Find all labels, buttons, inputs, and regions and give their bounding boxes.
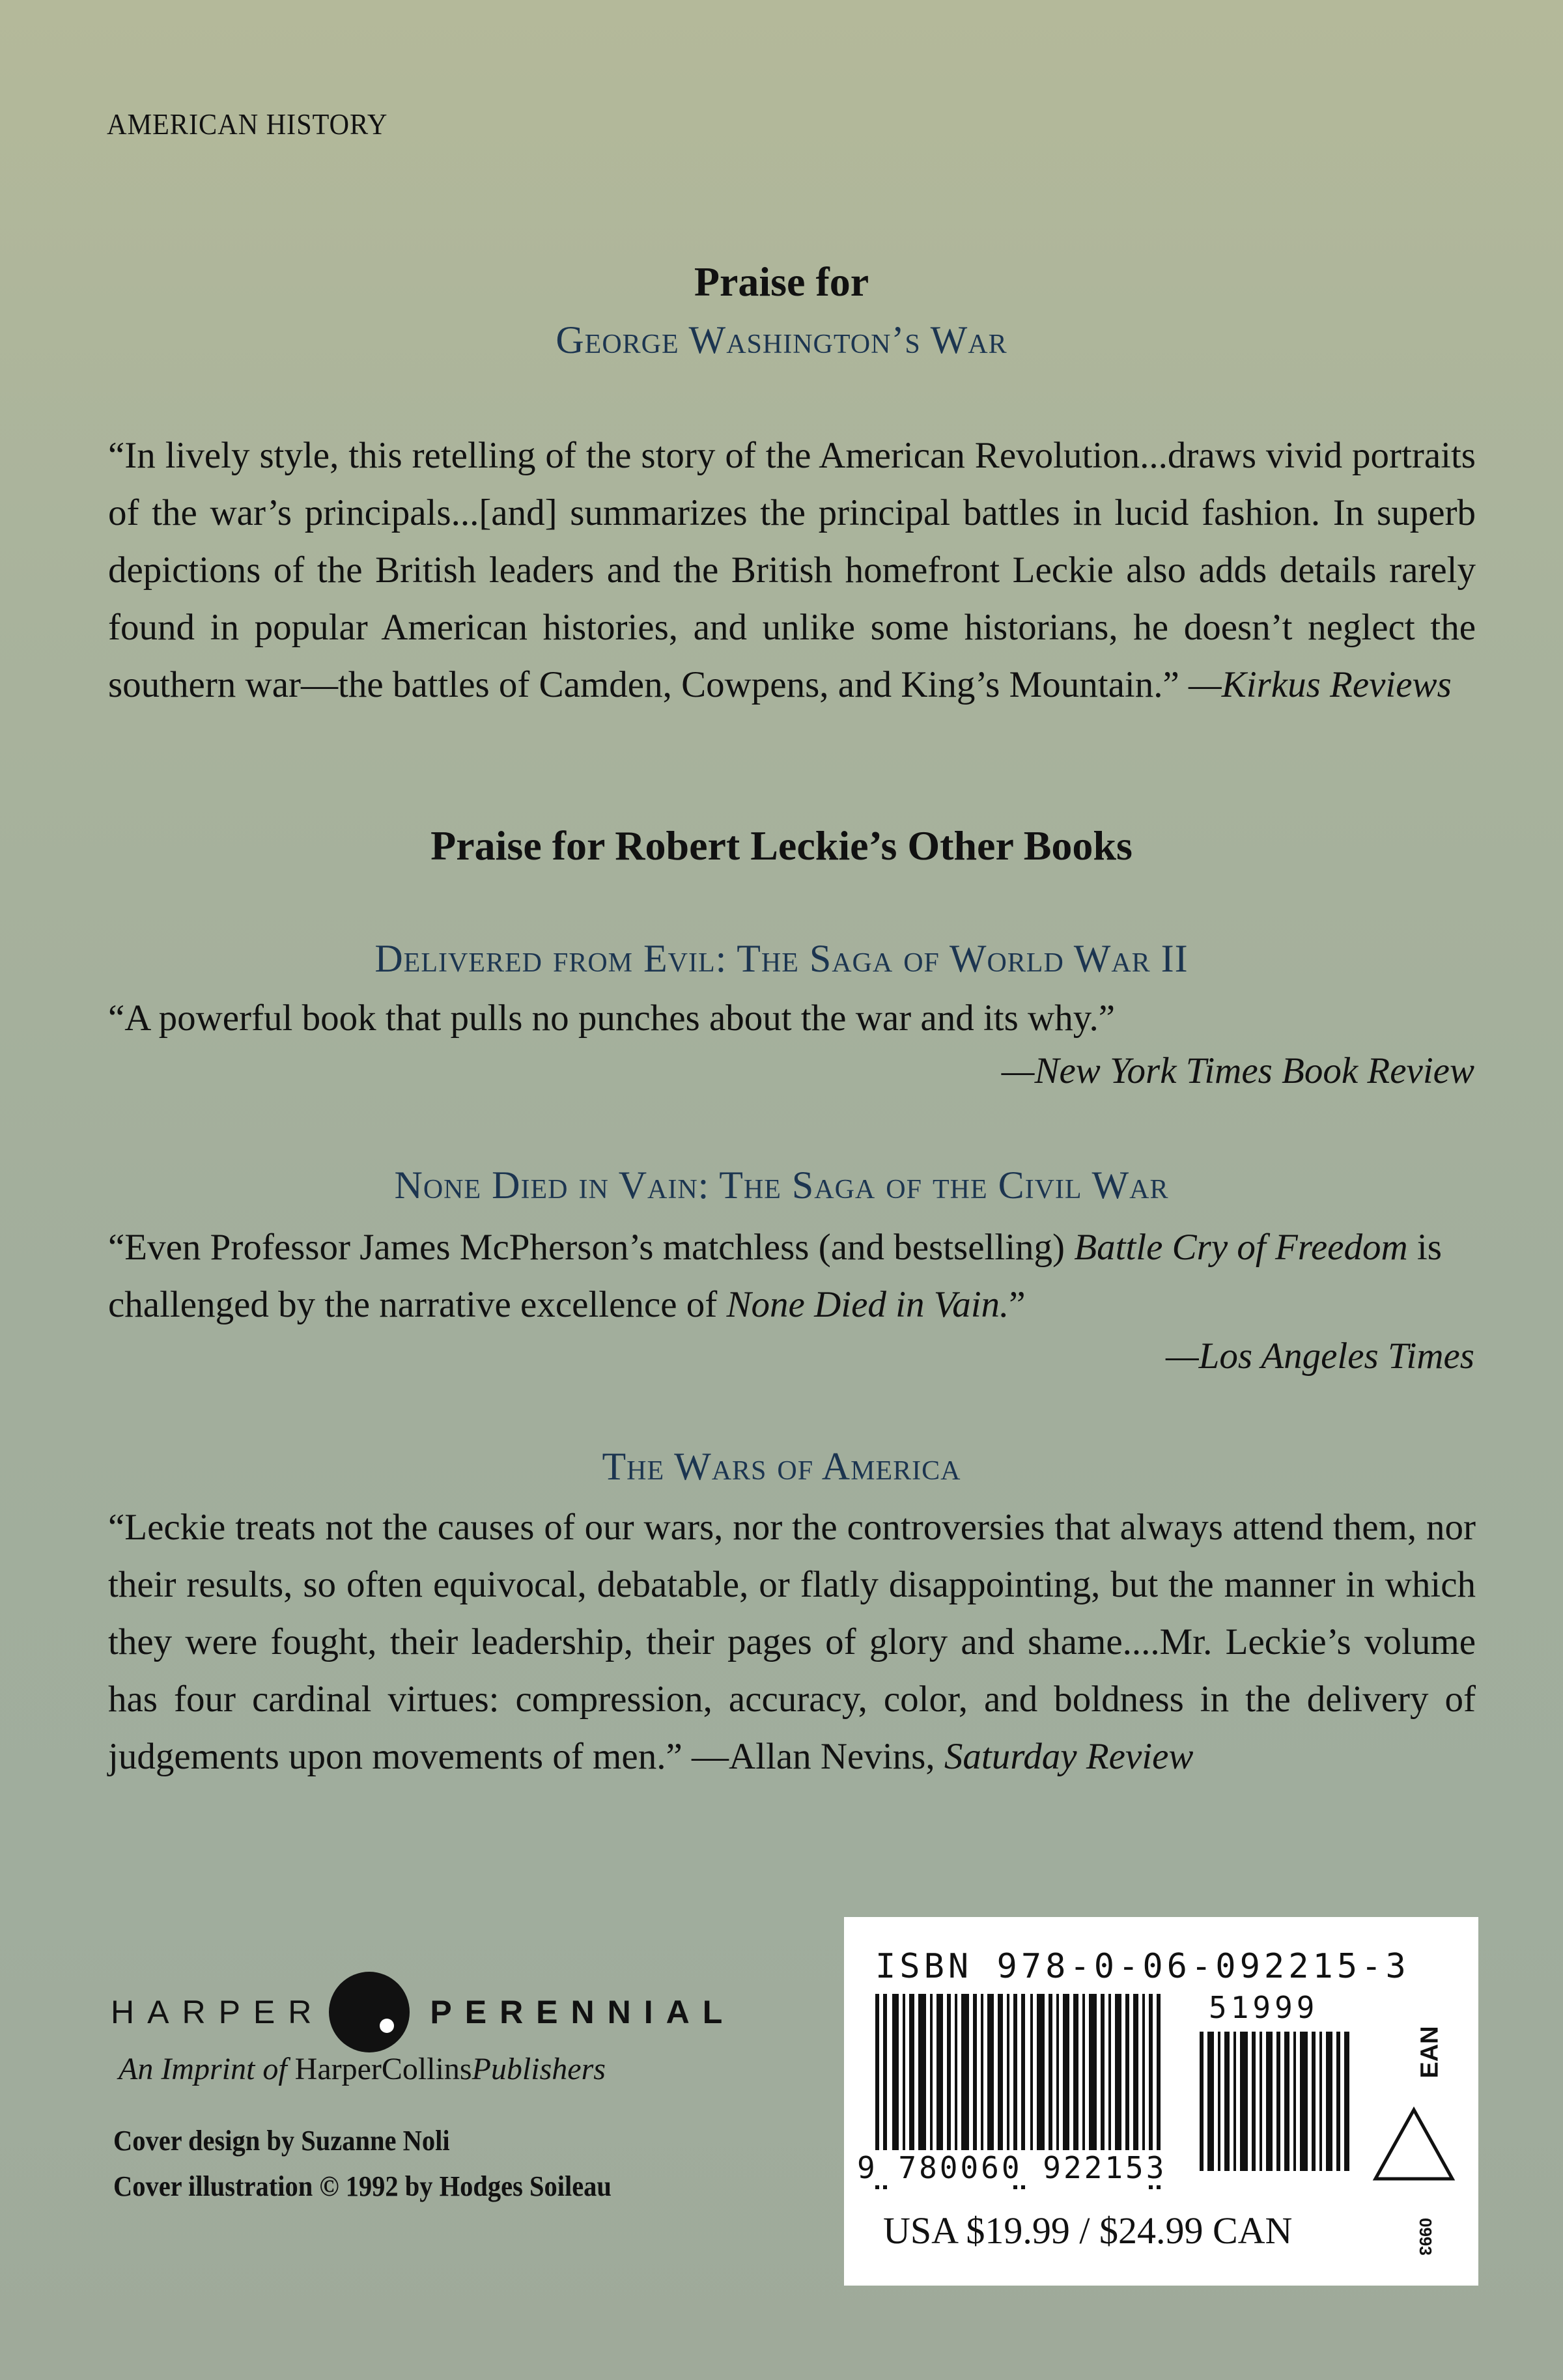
print-code: 0993 <box>1416 2218 1435 2256</box>
quote-text: is challenged by the narrative excellence of <box>108 1227 1442 1325</box>
quote-source-nyt: —New York Times Book Review <box>1001 1050 1474 1091</box>
book-title-george-washingtons-war: George Washington’s War <box>556 318 1007 361</box>
quote-source: —Kirkus Reviews <box>1189 664 1452 705</box>
quote-text: “Leckie treats not the causes of our wars, nor the controversies that always attend them, nor their results, so often equivocal, debatable, or flatly disappointing, but the manner in which they were fought, their leadership, their pages of glory and shame....Mr. Leckie’s volume has four cardinal virtues: compression, accuracy, color, and boldness in the delivery of judgements upon movements of men.” <box>108 1507 1476 1777</box>
quote-text: “Even Professor James McPherson’s matchless (and bestselling) <box>108 1227 1075 1268</box>
barcode-panel <box>844 1917 1478 2286</box>
triangle-icon <box>1372 2106 1456 2184</box>
publisher-name-right: PERENNIAL <box>430 1994 736 2030</box>
imprint-prefix: An Imprint of <box>119 2052 287 2086</box>
ean-label: EAN <box>1416 2026 1444 2079</box>
imprint-suffix: Publishers <box>472 2052 606 2086</box>
quote-text: ” <box>1009 1284 1026 1325</box>
publisher-name-left: HARPER <box>111 1994 325 2030</box>
ean-digits: 9 780060 922153 <box>854 2150 1169 2185</box>
book-title-delivered-from-evil: Delivered from Evil: The Saga of World War II <box>374 937 1189 980</box>
review-quote-kirkus <box>108 427 1476 714</box>
category-label: AMERICAN HISTORY <box>107 107 388 141</box>
cover-design-credit: Cover design by Suzanne Noli <box>113 2125 450 2157</box>
price-addon-barcode <box>1200 2032 1362 2171</box>
review-quote-nyt: “A powerful book that pulls no punches about the war and its why.” <box>108 998 1116 1039</box>
harper-flame-icon <box>327 1970 412 2054</box>
quote-source-name: —Allan Nevins, <box>682 1736 944 1777</box>
quote-source-la-times: —Los Angeles Times <box>1165 1336 1474 1377</box>
review-quote-nevins <box>108 1499 1476 1785</box>
quote-text: “In lively style, this retelling of the story of the American Revolution...draws vivid portraits of the war’s principals...[and] summarizes the principal battles in lucid fashion. In superb depictions of the British leaders and the British homefront Leckie also adds details rarely found in popular American histories, and unlike some historians, he doesn’t neglect the southern war—the battles of Camden, Cowpens, and King’s Mountain.” <box>108 435 1476 705</box>
praise-heading: Praise for <box>694 259 869 305</box>
isbn-text: ISBN 978-0-06-092215-3 <box>875 1947 1410 1986</box>
publisher-logo <box>111 1967 735 2058</box>
price-addon-digits: 51999 <box>1209 1990 1319 2025</box>
book-title-wars-of-america: The Wars of America <box>602 1445 961 1488</box>
imprint-line <box>119 2051 606 2087</box>
review-quote-la-times <box>108 1219 1476 1334</box>
price-text: USA $19.99 / $24.99 CAN <box>883 2209 1293 2252</box>
quote-source-publication: Saturday Review <box>944 1736 1194 1777</box>
cover-illustration-credit: Cover illustration © 1992 by Hodges Soileau <box>113 2170 612 2202</box>
other-books-heading: Praise for Robert Leckie’s Other Books <box>430 822 1133 869</box>
quote-book-title: Battle Cry of Freedom <box>1074 1227 1408 1268</box>
imprint-name: HarperCollins <box>287 2052 472 2086</box>
quote-book-title: None Died in Vain. <box>726 1284 1009 1325</box>
book-title-none-died-in-vain: None Died in Vain: The Saga of the Civil War <box>394 1164 1169 1207</box>
